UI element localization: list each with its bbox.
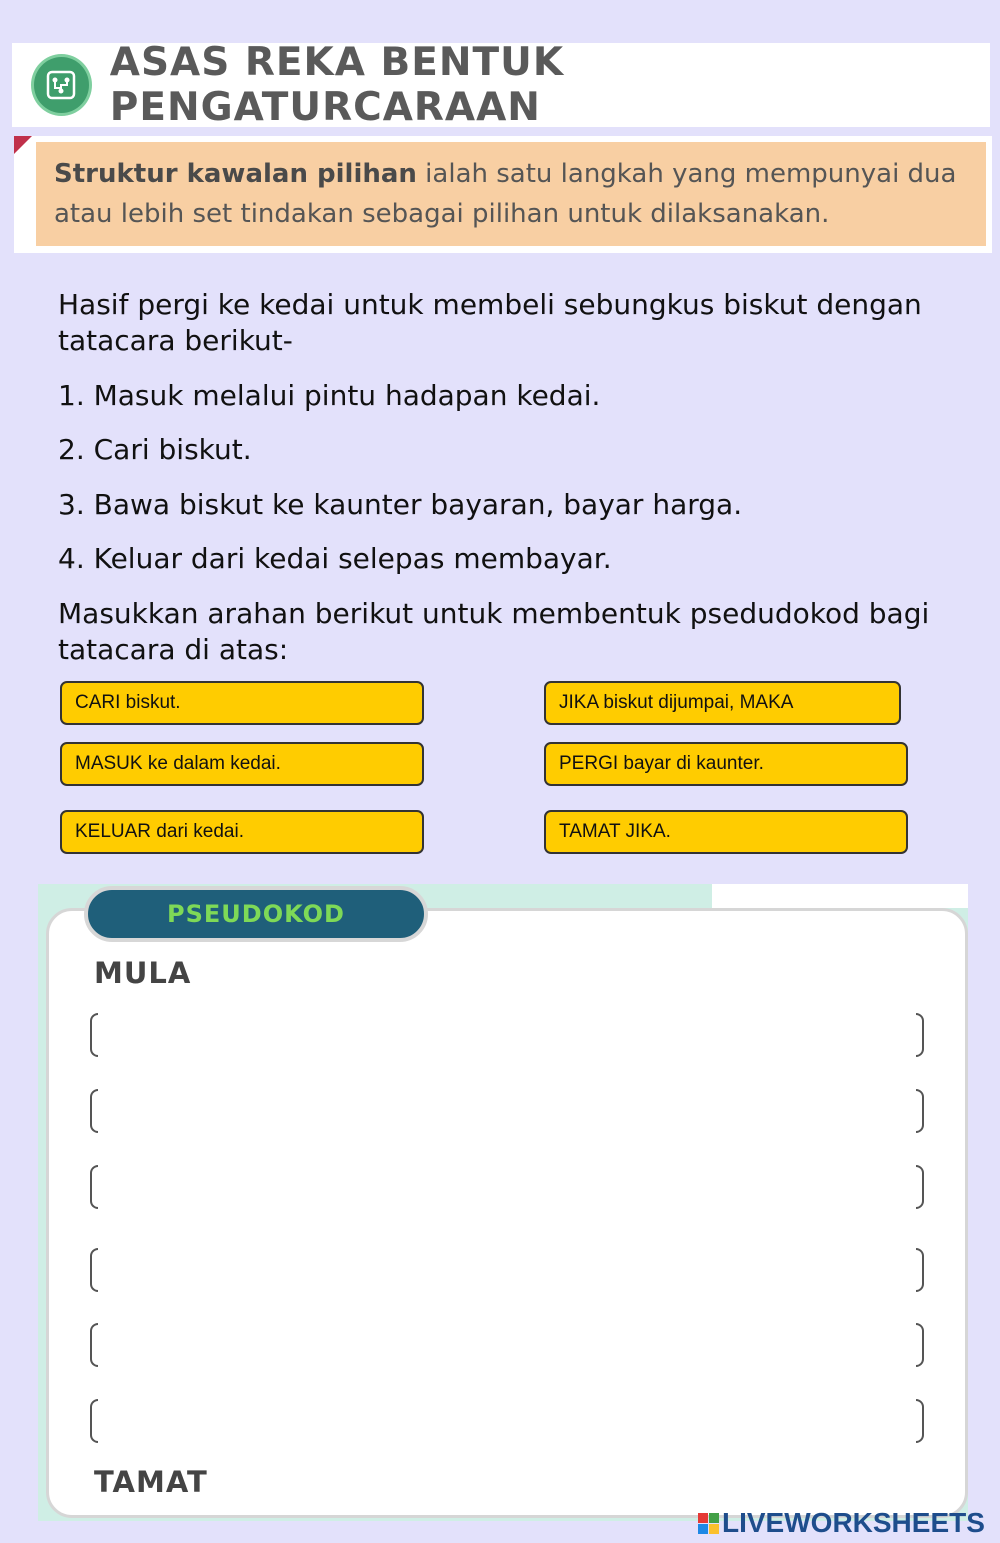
page-title: ASAS REKA BENTUK PENGATURCARAAN: [109, 40, 565, 130]
drop-slot-2[interactable]: [90, 1089, 924, 1135]
drop-slot-5[interactable]: [90, 1323, 924, 1369]
brand-logo[interactable]: [698, 1507, 985, 1539]
definition-box: [14, 136, 992, 253]
step-3: 3. Bawa biskut ke kaunter bayaran, bayar harga.: [58, 488, 743, 521]
step-4: 4. Keluar dari kedai selepas membayar.: [58, 542, 612, 575]
drag-tile-tamat-jika[interactable]: TAMAT JIKA.: [544, 810, 908, 854]
drag-tile-masuk[interactable]: MASUK ke dalam kedai.: [60, 742, 424, 786]
keyword-start: MULA: [94, 956, 192, 990]
drop-slot-1[interactable]: [90, 1013, 924, 1059]
definition-body: ialah satu langkah yang mempunyai dua atau lebih set tindakan sebagai pilihan untuk dilaksanakan.: [54, 159, 957, 229]
liveworksheets-icon: [698, 1513, 719, 1534]
worksheet-header: [12, 40, 990, 130]
brand-name: LIVEWORKSHEETS: [722, 1507, 985, 1538]
step-2: 2. Cari biskut.: [58, 433, 252, 466]
drop-slot-4[interactable]: [90, 1248, 924, 1294]
drop-slot-3[interactable]: [90, 1165, 924, 1211]
pseudocode-background-corner: [712, 884, 968, 908]
drag-tile-cari[interactable]: CARI biskut.: [60, 681, 424, 725]
drop-slot-6[interactable]: [90, 1399, 924, 1445]
intro-text: Hasif pergi ke kedai untuk membeli sebungkus biskut dengan tatacara berikut-: [58, 288, 922, 357]
step-1: 1. Masuk melalui pintu hadapan kedai.: [58, 379, 601, 412]
keyword-end: TAMAT: [94, 1465, 208, 1499]
circuit-icon: [31, 54, 92, 116]
definition-text: [36, 142, 986, 246]
drag-tile-jika[interactable]: JIKA biskut dijumpai, MAKA: [544, 681, 901, 725]
corner-decoration: [14, 136, 32, 154]
drag-tile-pergi[interactable]: PERGI bayar di kaunter.: [544, 742, 908, 786]
instruction-text: Masukkan arahan berikut untuk membentuk psedudokod bagi tatacara di atas:: [58, 597, 930, 666]
pseudocode-label: PSEUDOKOD: [84, 886, 428, 942]
drag-tile-keluar[interactable]: KELUAR dari kedai.: [60, 810, 424, 854]
definition-term: Struktur kawalan pilihan: [54, 159, 417, 189]
